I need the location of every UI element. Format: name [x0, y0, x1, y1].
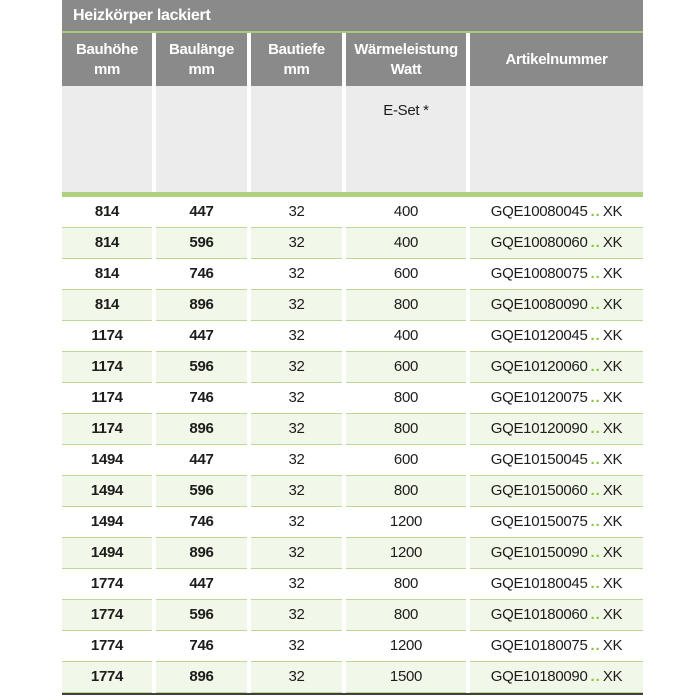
cell-watt: 400 [346, 321, 466, 352]
artikel-prefix: GQE10150060 [490, 482, 588, 499]
artikel-prefix: GQE10180045 [490, 575, 588, 592]
cell-baulaenge: 596 [156, 600, 247, 631]
table-row [62, 259, 643, 290]
artikel-suffix: XK [602, 234, 623, 251]
cell-bautiefe: 32 [251, 383, 342, 414]
artikel-suffix: XK [602, 265, 623, 282]
cell-baulaenge: 447 [156, 445, 247, 476]
eset-label: E-Set * [383, 102, 429, 119]
artikel-dots: .. [590, 668, 601, 685]
artikel-dots: .. [590, 265, 601, 282]
artikel-dots: .. [590, 606, 601, 623]
header-label-line1: Bautiefe [268, 40, 325, 58]
cell-baulaenge: 746 [156, 259, 247, 290]
artikel-prefix: GQE10150075 [490, 513, 588, 530]
artikel-suffix: XK [602, 420, 623, 437]
cell-baulaenge: 447 [156, 569, 247, 600]
table-title-bar [62, 0, 643, 31]
artikel-suffix: XK [602, 482, 623, 499]
table-bottom-border [62, 693, 643, 695]
cell-bautiefe: 32 [251, 445, 342, 476]
cell-bauhoehe: 814 [62, 259, 152, 290]
table-row [62, 600, 643, 631]
artikel-prefix: GQE10080090 [490, 296, 588, 313]
cell-artikelnummer [470, 569, 643, 600]
artikel-dots: .. [590, 544, 601, 561]
table-row [62, 507, 643, 538]
table-body [62, 197, 643, 693]
artikel-prefix: GQE10080060 [490, 234, 588, 251]
cell-bautiefe: 32 [251, 228, 342, 259]
cell-baulaenge: 896 [156, 538, 247, 569]
cell-bautiefe: 32 [251, 259, 342, 290]
artikel-suffix: XK [602, 575, 623, 592]
header-label-line2: mm [93, 60, 121, 78]
table-row [62, 476, 643, 507]
table-row [62, 383, 643, 414]
cell-watt: 600 [346, 445, 466, 476]
table-row [62, 321, 643, 352]
artikel-prefix: GQE10150090 [490, 544, 588, 561]
cell-bauhoehe: 1774 [62, 662, 152, 693]
subheader-cell-bautiefe [251, 86, 342, 192]
cell-watt: 1200 [346, 538, 466, 569]
artikel-dots: .. [590, 637, 601, 654]
cell-artikelnummer [470, 383, 643, 414]
header-label-line1: Bauhöhe [75, 40, 139, 58]
cell-watt: 600 [346, 259, 466, 290]
table-row [62, 414, 643, 445]
cell-baulaenge: 596 [156, 476, 247, 507]
cell-bauhoehe: 1174 [62, 352, 152, 383]
cell-baulaenge: 447 [156, 197, 247, 228]
cell-artikelnummer [470, 507, 643, 538]
cell-watt: 800 [346, 290, 466, 321]
cell-bautiefe: 32 [251, 476, 342, 507]
artikel-dots: .. [590, 513, 601, 530]
cell-bauhoehe: 1174 [62, 321, 152, 352]
cell-bautiefe: 32 [251, 507, 342, 538]
table-row [62, 352, 643, 383]
cell-watt: 400 [346, 197, 466, 228]
cell-artikelnummer [470, 290, 643, 321]
artikel-suffix: XK [602, 389, 623, 406]
artikel-prefix: GQE10180090 [490, 668, 588, 685]
cell-artikelnummer [470, 600, 643, 631]
artikel-dots: .. [590, 575, 601, 592]
cell-bautiefe: 32 [251, 290, 342, 321]
artikel-prefix: GQE10080075 [490, 265, 588, 282]
header-label-line2: mm [283, 60, 310, 78]
cell-baulaenge: 896 [156, 662, 247, 693]
table-title: Heizkörper lackiert [73, 7, 211, 24]
artikel-suffix: XK [602, 544, 623, 561]
cell-bautiefe: 32 [251, 600, 342, 631]
cell-artikelnummer [470, 538, 643, 569]
artikel-suffix: XK [602, 606, 623, 623]
header-cell-waermeleistung [346, 33, 466, 86]
cell-bauhoehe: 1494 [62, 538, 152, 569]
cell-artikelnummer [470, 631, 643, 662]
cell-bauhoehe: 1494 [62, 445, 152, 476]
cell-watt: 600 [346, 352, 466, 383]
header-cell-bauhoehe [62, 33, 152, 86]
artikel-suffix: XK [602, 358, 623, 375]
cell-bauhoehe: 814 [62, 290, 152, 321]
artikel-suffix: XK [602, 203, 623, 220]
cell-baulaenge: 596 [156, 352, 247, 383]
artikel-prefix: GQE10120075 [490, 389, 588, 406]
artikel-suffix: XK [602, 513, 623, 530]
cell-bautiefe: 32 [251, 569, 342, 600]
cell-bauhoehe: 1494 [62, 507, 152, 538]
cell-baulaenge: 596 [156, 228, 247, 259]
header-cell-artikelnummer [470, 33, 643, 86]
artikel-suffix: XK [602, 327, 623, 344]
cell-watt: 1500 [346, 662, 466, 693]
artikel-prefix: GQE10120060 [490, 358, 588, 375]
table-row [62, 445, 643, 476]
artikel-prefix: GQE10120045 [490, 327, 588, 344]
header-cell-bautiefe [251, 33, 342, 86]
cell-watt: 1200 [346, 631, 466, 662]
cell-artikelnummer [470, 414, 643, 445]
subheader-cell-eset [346, 86, 466, 192]
cell-artikelnummer [470, 352, 643, 383]
artikel-suffix: XK [602, 668, 623, 685]
subheader-cell-baulaenge [156, 86, 247, 192]
header-label-line2: Watt [390, 60, 422, 78]
cell-bautiefe: 32 [251, 197, 342, 228]
artikel-suffix: XK [602, 637, 623, 654]
cell-bautiefe: 32 [251, 538, 342, 569]
cell-artikelnummer [470, 321, 643, 352]
header-label-line1: Artikelnummer [505, 50, 608, 68]
cell-bautiefe: 32 [251, 414, 342, 445]
cell-watt: 800 [346, 600, 466, 631]
cell-baulaenge: 896 [156, 414, 247, 445]
cell-watt: 800 [346, 476, 466, 507]
cell-bautiefe: 32 [251, 631, 342, 662]
artikel-dots: .. [590, 420, 601, 437]
cell-bautiefe: 32 [251, 321, 342, 352]
product-table [62, 0, 643, 695]
header-cell-baulaenge [156, 33, 247, 86]
header-label-line1: Wärmeleistung [354, 40, 458, 58]
table-row [62, 197, 643, 228]
artikel-suffix: XK [602, 296, 623, 313]
artikel-dots: .. [590, 358, 601, 375]
artikel-prefix: GQE10120090 [490, 420, 588, 437]
cell-artikelnummer [470, 445, 643, 476]
cell-baulaenge: 746 [156, 631, 247, 662]
artikel-dots: .. [590, 234, 601, 251]
table-row [62, 631, 643, 662]
cell-artikelnummer [470, 662, 643, 693]
artikel-dots: .. [590, 296, 601, 313]
column-header-row [62, 33, 643, 86]
cell-bauhoehe: 814 [62, 197, 152, 228]
artikel-suffix: XK [602, 451, 623, 468]
header-label-line2: mm [188, 60, 215, 78]
table-row [62, 228, 643, 259]
cell-bauhoehe: 814 [62, 228, 152, 259]
cell-bauhoehe: 1774 [62, 631, 152, 662]
cell-bauhoehe: 1774 [62, 569, 152, 600]
table-row [62, 569, 643, 600]
artikel-dots: .. [590, 327, 601, 344]
cell-baulaenge: 447 [156, 321, 247, 352]
cell-watt: 800 [346, 383, 466, 414]
cell-baulaenge: 746 [156, 383, 247, 414]
cell-baulaenge: 896 [156, 290, 247, 321]
cell-artikelnummer [470, 197, 643, 228]
cell-artikelnummer [470, 259, 643, 290]
cell-bautiefe: 32 [251, 352, 342, 383]
subheader-cell-artikelnummer [470, 86, 643, 192]
cell-watt: 800 [346, 414, 466, 445]
table-row [62, 662, 643, 693]
header-label-line1: Baulänge [168, 40, 235, 58]
table-row [62, 538, 643, 569]
artikel-prefix: GQE10080045 [490, 203, 588, 220]
artikel-prefix: GQE10150045 [490, 451, 588, 468]
cell-artikelnummer [470, 228, 643, 259]
cell-bauhoehe: 1174 [62, 383, 152, 414]
cell-bautiefe: 32 [251, 662, 342, 693]
artikel-dots: .. [590, 389, 601, 406]
cell-watt: 400 [346, 228, 466, 259]
cell-artikelnummer [470, 476, 643, 507]
artikel-prefix: GQE10180075 [490, 637, 588, 654]
table-row [62, 290, 643, 321]
cell-watt: 800 [346, 569, 466, 600]
subheader-row [62, 86, 643, 192]
artikel-dots: .. [590, 203, 601, 220]
cell-bauhoehe: 1774 [62, 600, 152, 631]
cell-watt: 1200 [346, 507, 466, 538]
cell-baulaenge: 746 [156, 507, 247, 538]
cell-bauhoehe: 1174 [62, 414, 152, 445]
artikel-dots: .. [590, 482, 601, 499]
artikel-dots: .. [590, 451, 601, 468]
cell-bauhoehe: 1494 [62, 476, 152, 507]
subheader-cell-bauhoehe [62, 86, 152, 192]
artikel-prefix: GQE10180060 [490, 606, 588, 623]
